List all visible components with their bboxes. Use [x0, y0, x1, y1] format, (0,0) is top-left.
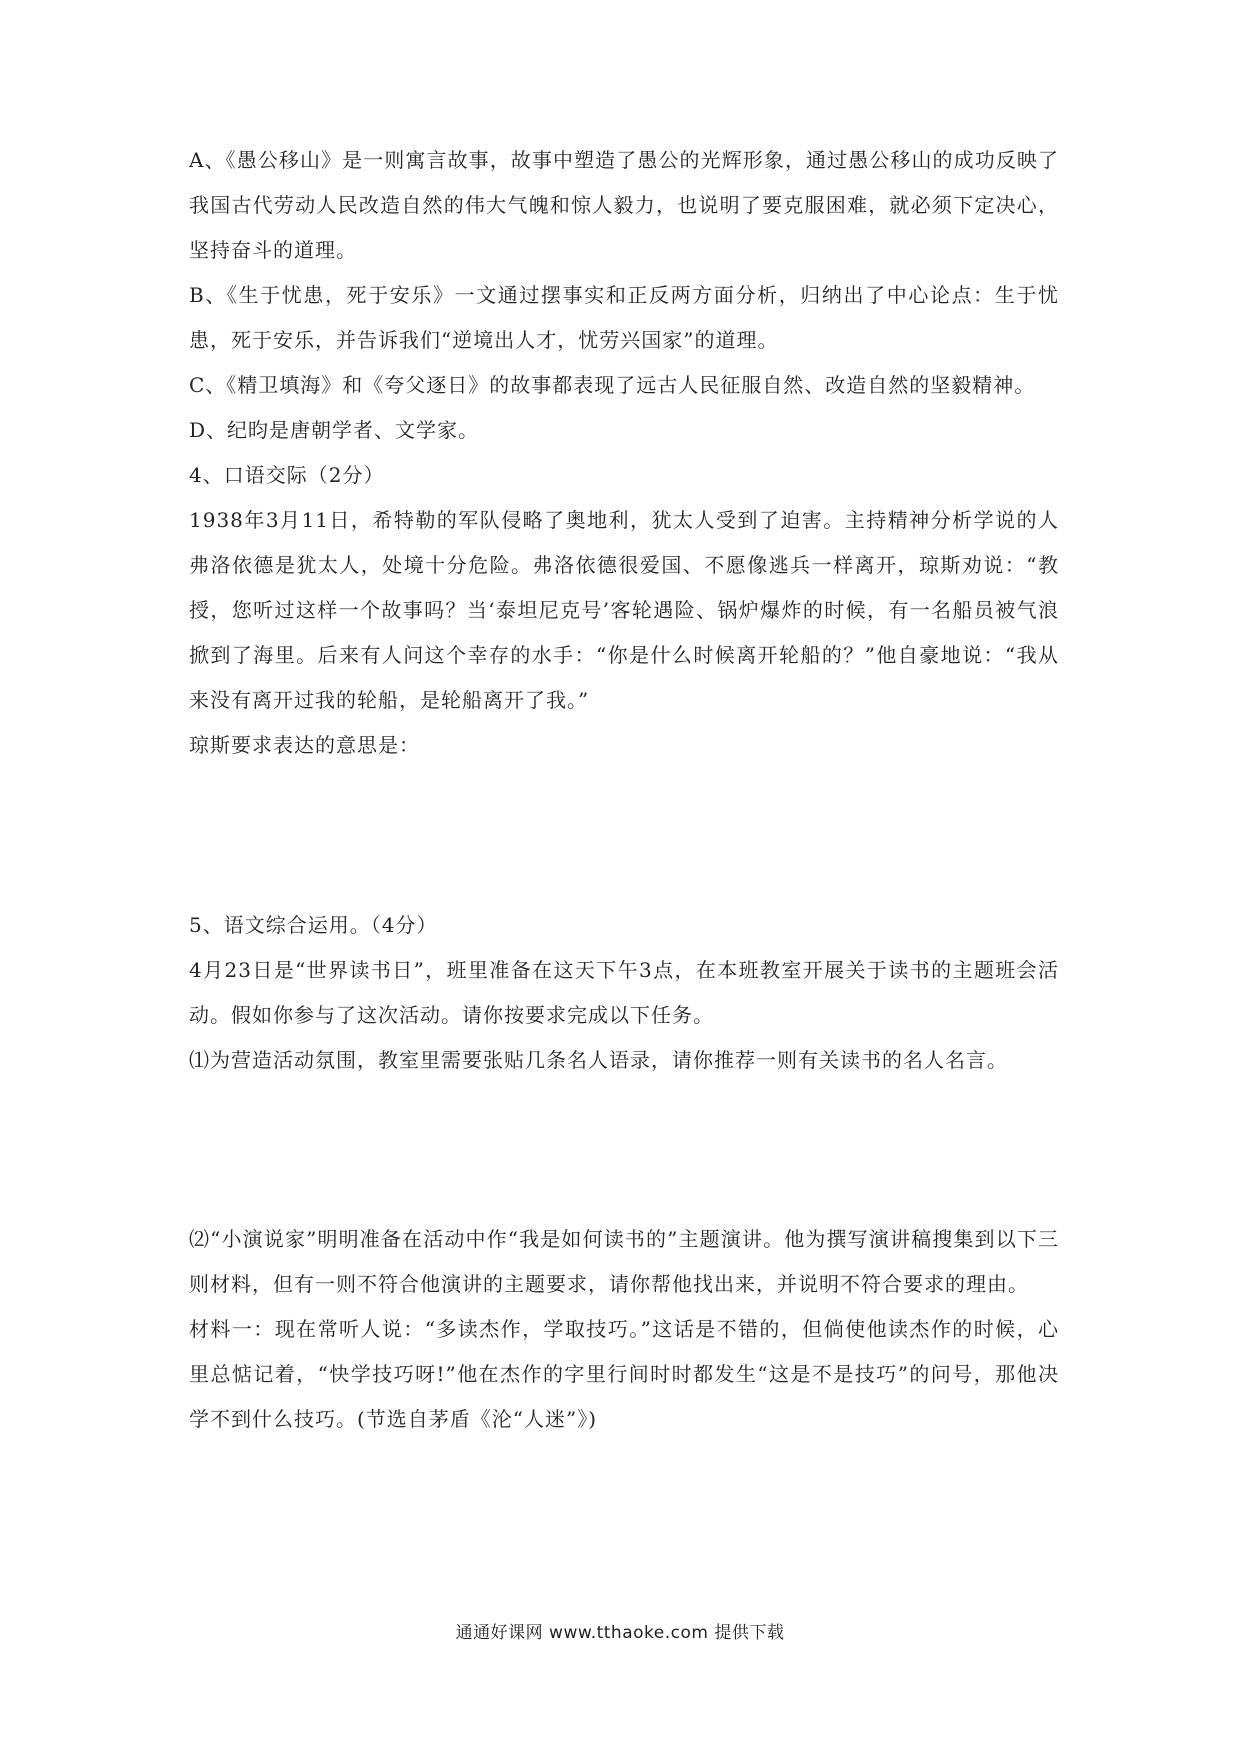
page-footer: 通通好课网 www.tthaoke.com 提供下载 [455, 1623, 785, 1643]
option-c: C、《精卫填海》和《夸父逐日》的故事都表现了远古人民征服自然、改造自然的坚毅精神。 [189, 373, 1036, 397]
document-body [189, 138, 1059, 1442]
material-one: 材料一：现在常听人说：“多读杰作，学取技巧。”这话是不错的，但倘使他读杰作的时候，心里总惦记着，“快学技巧呀!”他在杰作的字里行间时时都发生“这是不是技巧”的问号，那他决学不到什么技巧。(节选自茅盾《沦“人迷”》) [189, 1317, 1059, 1431]
question-4-prompt: 琼斯要求表达的意思是： [189, 733, 420, 757]
question-4-passage: 1938年3月11日，希特勒的军队侵略了奥地利，犹太人受到了迫害。主持精神分析学说的人弗洛依德是犹太人，处境十分危险。弗洛依德很爱国、不愿像逃兵一样离开，琼斯劝说：“教授，您听过这样一个故事吗？当‘泰坦尼克号’客轮遇险、锅炉爆炸的时候，有一名船员被气浪掀到了海里。后来有人问这个幸存的水手：“你是什么时候离开轮船的？”他自豪地说：“我从来没有离开过我的轮船，是轮船离开了我。” [189, 508, 1059, 712]
option-b: B、《生于忧患，死于安乐》一文通过摆事实和正反两方面分析，归纳出了中心论点：生于忧患，死于安乐，并告诉我们“逆境出人才，忧劳兴国家”的道理。 [189, 283, 1059, 352]
option-a: A、《愚公移山》是一则寓言故事，故事中塑造了愚公的光辉形象，通过愚公移山的成功反映了我国古代劳动人民改造自然的伟大气魄和惊人毅力，也说明了要克服困难，就必须下定决心，坚持奋斗的道理。 [189, 148, 1059, 262]
answer-space [189, 1083, 1059, 1217]
question-5-task-2: ⑵“小演说家”明明准备在活动中作“我是如何读书的”主题演讲。他为撰写演讲稿搜集到以下三则材料，但有一则不符合他演讲的主题要求，请你帮他找出来，并说明不符合要求的理由。 [189, 1227, 1059, 1296]
option-d: D、纪昀是唐朝学者、文学家。 [189, 418, 480, 442]
question-5-intro: 4月23日是“世界读书日”，班里准备在这天下午3点，在本班教室开展关于读书的主题班会活动。假如你参与了这次活动。请你按要求完成以下任务。 [189, 958, 1059, 1027]
question-4-heading: 4、口语交际（2分） [189, 463, 385, 487]
question-5-heading: 5、语文综合运用。（4分） [189, 913, 438, 937]
answer-space [189, 768, 1059, 903]
question-5-task-1: ⑴为营造活动氛围，教室里需要张贴几条名人语录，请你推荐一则有关读书的名人名言。 [189, 1048, 1008, 1072]
